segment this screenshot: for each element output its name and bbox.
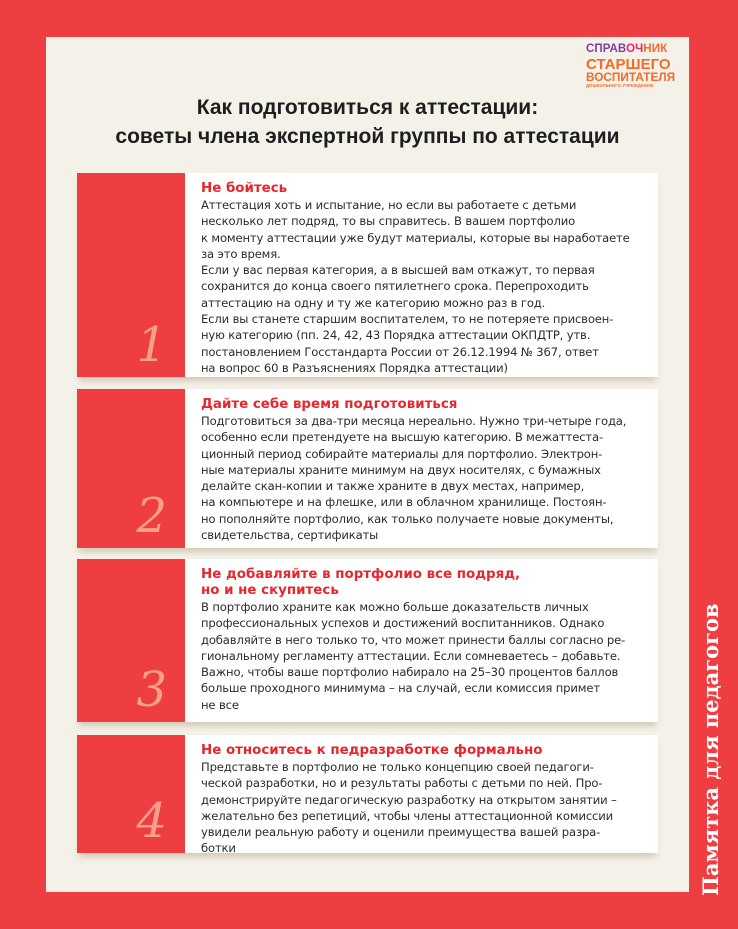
logo-line-2: СТАРШЕГО — [586, 55, 671, 73]
tip-number: 3 — [136, 662, 167, 718]
tip-text: Подготовиться за два-три месяца нереально. Нужно три-четыре года, особенно если претендуете на высшую категорию. В межаттеста- ционный период собирайте материалы для портфолио. Электрон- ные материалы храните минимум на двух носителях, с бумажных делайте скан-копии и также храните в двух местах, например, на компьютере и на флешке, или в облачном хранилище. Постоян- но пополняйте портфолио, как только получаете новые документы, свидетельства, сертификаты — [201, 414, 627, 543]
side-label: Памятка для педагогов — [698, 603, 723, 896]
tip-number-block — [77, 559, 185, 722]
title-line-2: советы члена экспертной группы по аттестации — [115, 125, 620, 148]
tip-card-1 — [77, 173, 658, 377]
tip-text: В портфолио храните как можно больше доказательств личных профессиональных успехов и достижений воспитанников. Однако добавляйте в него только то, что может принести баллы согласно ре- гиональному регламенту аттестации. Если сомневаетесь – добавьте. Важно, чтобы ваше портфолио набирало на 25–30 процентов баллов больше проходного минимума – на случай, если комиссия примет не все — [201, 600, 626, 712]
tip-number-block — [77, 389, 185, 548]
tip-text: Представьте в портфолио не только концепцию своей педагоги- ческой разработки, но и результаты работы с детьми по ней. Про- демонстрируйте педагогическую разработку на открытом занятии – желательно без репетиций, чтобы члены аттестационной комиссии увидели реальную работу и оценили преимущества вашей разра- ботки — [201, 760, 617, 856]
page-title — [46, 93, 689, 151]
journal-logo — [586, 44, 686, 89]
tip-number: 2 — [136, 488, 167, 544]
tip-card-3 — [77, 559, 658, 722]
tip-text: Аттестация хоть и испытание, но если вы работаете с детьми несколько лет подряд, то вы справитесь. В вашем портфолио к моменту аттестации уже будут материалы, которые вы наработаете за это время. Если у вас первая категория, а в высшей вам откажут, то первая сохранится до конца своего пятилетнего срока. Перепроходить аттестацию на одну и ту же категорию можно раз в год. Если вы станете старшим воспитателем, то не потеряете присвоен- ную категорию (пп. 24, 42, 43 Порядка аттестации ОКПДТР, утв. постановлением Госстандарта России от 26.12.1994 № 367, ответ на вопрос 60 в Разъяснениях Порядка аттестации) — [201, 198, 630, 375]
tip-heading: Не добавляйте в портфолио все подряд, но и не скупитесь — [201, 567, 521, 598]
logo-line-3: ВОСПИТАТЕЛЯ — [586, 69, 676, 84]
tip-card-2 — [77, 389, 658, 548]
tip-number-block — [77, 735, 185, 853]
logo-line-1: СПРАВОЧНИК — [586, 43, 668, 55]
tip-number-block — [77, 173, 185, 377]
tip-card-4 — [77, 735, 658, 856]
tip-heading: Не относитесь к педразработке формально — [201, 743, 543, 758]
tip-number: 4 — [136, 793, 167, 849]
tip-number: 1 — [136, 317, 167, 373]
tip-heading: Дайте себе время подготовиться — [201, 397, 458, 412]
tip-heading: Не бойтесь — [201, 181, 288, 196]
title-line-1: Как подготовиться к аттестации: — [196, 96, 539, 119]
logo-line-4: ДОШКОЛЬНОГО УЧРЕЖДЕНИЯ — [586, 83, 654, 89]
